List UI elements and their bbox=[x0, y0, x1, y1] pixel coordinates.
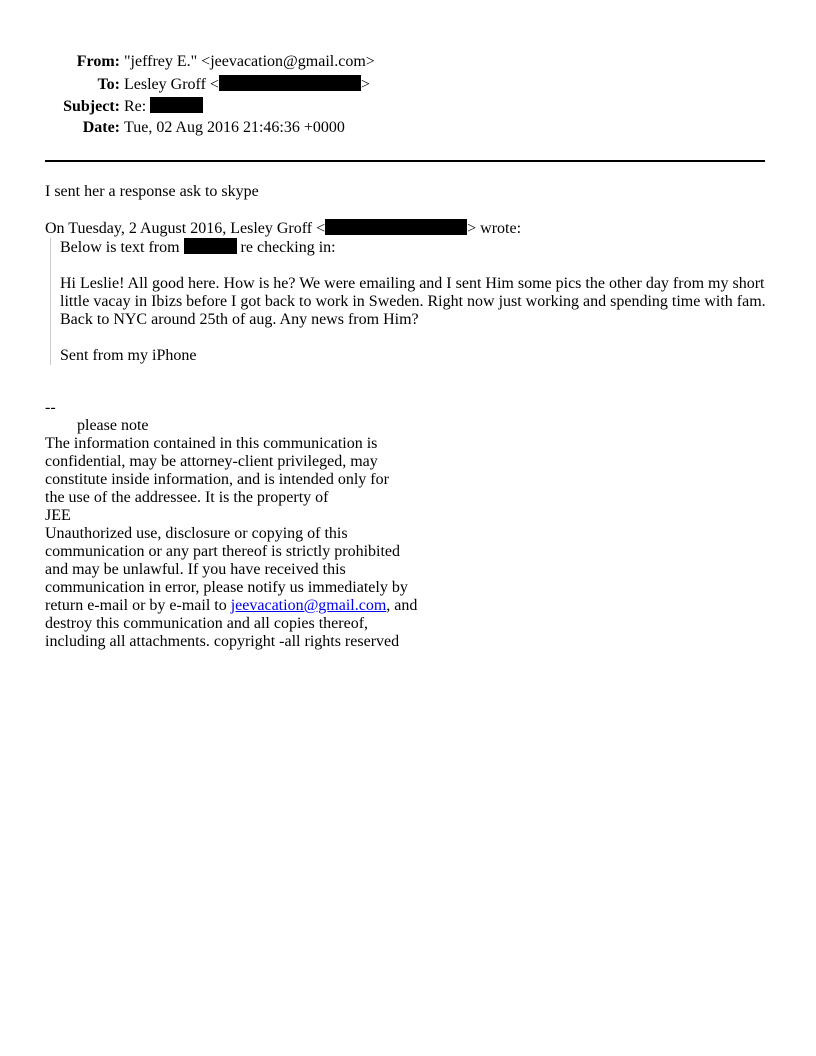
redaction-box bbox=[184, 238, 237, 254]
to-label: To: bbox=[97, 76, 120, 93]
signature-block bbox=[45, 399, 425, 651]
quote-intro-prefix: On Tuesday, 2 August 2016, Lesley Groff < bbox=[45, 220, 326, 237]
header-divider bbox=[45, 160, 765, 162]
quote-line1 bbox=[60, 238, 775, 257]
date-row bbox=[0, 119, 375, 141]
email-body bbox=[45, 183, 775, 365]
quote-line1-suffix: re checking in: bbox=[236, 239, 336, 256]
sig-line10-suffix: , and bbox=[386, 597, 418, 614]
redaction-box bbox=[150, 97, 203, 113]
subject-row bbox=[0, 97, 375, 119]
sig-line: and may be unlawful. If you have received this bbox=[45, 561, 346, 578]
to-row bbox=[0, 75, 375, 97]
reply-text: I sent her a response ask to skype bbox=[45, 183, 259, 200]
sig-line: JEE bbox=[45, 507, 71, 524]
from-value: "jeffrey E." <jeevacation@gmail.com> bbox=[124, 53, 375, 70]
subject-label: Subject: bbox=[63, 98, 120, 115]
sig-please-note: please note bbox=[77, 417, 149, 434]
subject-prefix: Re: bbox=[124, 98, 151, 115]
to-prefix: Lesley Groff < bbox=[124, 76, 219, 93]
sig-line: Unauthorized use, disclosure or copying of this bbox=[45, 525, 348, 542]
email-header bbox=[0, 53, 375, 141]
quote-paragraph: Hi Leslie! All good here. How is he? We were emailing and I sent Him some pics the other day from my short little vacay in Ibizs before I got back to work in Sweden. Right now just working and spending time with fam. Back to NYC around 25th of aug. Any news from Him? bbox=[60, 275, 766, 328]
sig-line: communication or any part thereof is strictly prohibited bbox=[45, 543, 401, 560]
from-label: From: bbox=[76, 53, 120, 70]
sig-line: including all attachments. copyright -all rights reserved bbox=[45, 633, 400, 650]
quoted-message bbox=[50, 238, 775, 365]
redaction-box bbox=[325, 219, 467, 235]
quote-intro bbox=[45, 219, 775, 238]
quote-signoff: Sent from my iPhone bbox=[60, 347, 197, 364]
sig-line10-prefix: return e-mail or by e-mail to bbox=[45, 597, 231, 614]
from-row bbox=[0, 53, 375, 75]
sig-line-with-link bbox=[45, 597, 425, 615]
sig-line: communication in error, please notify us immediately by bbox=[45, 579, 408, 596]
date-value: Tue, 02 Aug 2016 21:46:36 +0000 bbox=[124, 119, 345, 136]
to-suffix: > bbox=[360, 76, 370, 93]
sig-line: confidential, may be attorney-client privileged, may bbox=[45, 453, 378, 470]
sig-line: The information contained in this communication is bbox=[45, 435, 378, 452]
date-label: Date: bbox=[82, 119, 120, 136]
sig-line: destroy this communication and all copies thereof, bbox=[45, 615, 369, 632]
quote-line1-prefix: Below is text from bbox=[60, 239, 184, 256]
sig-dashes: -- bbox=[45, 399, 56, 416]
email-link[interactable]: jeevacation@gmail.com bbox=[230, 597, 387, 614]
quote-intro-suffix: > wrote: bbox=[467, 220, 522, 237]
sig-line: constitute inside information, and is intended only for bbox=[45, 471, 389, 488]
sig-line: the use of the addressee. It is the property of bbox=[45, 489, 329, 506]
redaction-box bbox=[219, 75, 361, 91]
